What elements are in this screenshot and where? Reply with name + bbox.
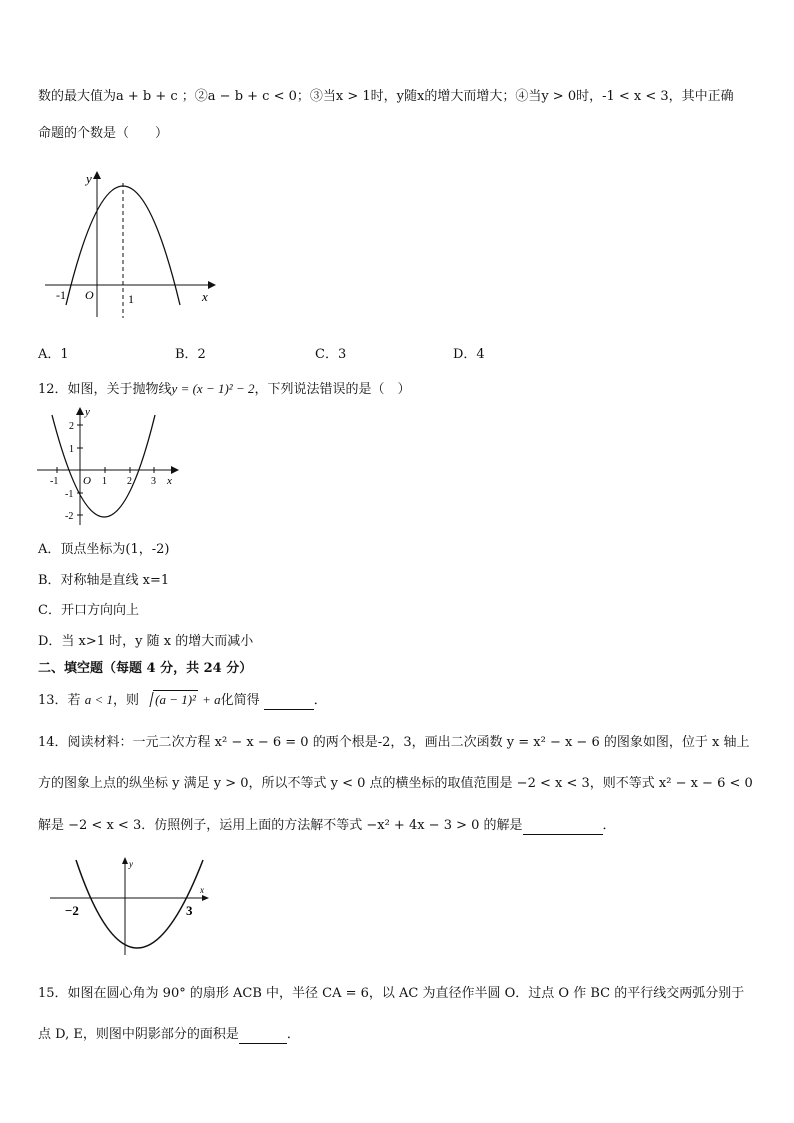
q13-end: ． [313, 693, 327, 708]
q11-x-label: x [202, 289, 208, 304]
q11-origin-label: O [85, 288, 94, 302]
q12-tick-x-neg1: -1 [50, 476, 59, 487]
q14-line-3 [38, 817, 616, 835]
q15-line-1: 15．如图在圆心角为 90° 的扇形 ACB 中，半径 CA = 6，以 AC 为直径作半圆 O．过点 O 作 BC 的平行线交两弧分别于 [38, 986, 745, 1001]
q11-option-a[interactable]: A．1 [38, 347, 69, 362]
section-2-title: 二、填空题（每题 4 分，共 24 分） [38, 661, 253, 676]
q15-answer-blank[interactable] [239, 1029, 287, 1044]
q12-tick-x-3: 3 [151, 476, 156, 487]
q13-radicand: (a − 1)² [155, 692, 196, 707]
q11-option-d[interactable]: D．4 [453, 347, 485, 362]
q14-x-label: x [200, 885, 204, 895]
q11-parabola-graph [40, 165, 225, 325]
q12-y-label: y [85, 406, 90, 418]
q12-option-a[interactable]: A．顶点坐标为(1，-2) [38, 542, 170, 557]
q11-option-c[interactable]: C．3 [315, 347, 347, 362]
q14-answer-blank[interactable] [523, 820, 603, 835]
q12-option-b[interactable]: B．对称轴是直线 x=1 [38, 573, 170, 588]
q11-option-b[interactable]: B．2 [175, 347, 206, 362]
q12-formula: y = (x − 1)² − 2 [171, 381, 255, 396]
q13-prefix: 13．若 [38, 693, 81, 708]
q15-line-2 [38, 1026, 300, 1044]
q15-end: ． [286, 1027, 300, 1042]
q11-line-1: 数的最大值为a + b + c ；②a − b + c < 0；③当x > 1时，y随x的增大而增大；④当y > 0时，-1 < x < 3，其中正确 [38, 89, 734, 104]
q12-tick-y-2: 2 [69, 421, 74, 432]
q12-parabola-graph [35, 405, 185, 530]
q11-tick-1: 1 [128, 292, 134, 306]
q11-line-2: 命题的个数是（ ） [38, 126, 169, 141]
q13-condition: a < 1 [84, 692, 113, 707]
q14-line-3-text: 解是 −2 < x < 3．仿照例子，运用上面的方法解不等式 −x² + 4x − 3 > 0 的解是 [38, 818, 523, 833]
q12-tick-y-neg2: -2 [65, 511, 74, 522]
q14-root-left: −2 [65, 903, 79, 918]
q12-origin-label: O [83, 475, 91, 487]
q13-sqrt [143, 690, 198, 710]
q14-end: ． [602, 818, 616, 833]
q12-option-c[interactable]: C．开口方向向上 [38, 603, 139, 618]
q14-line-2: 方的图象上点的纵坐标 y 满足 y > 0，所以不等式 y < 0 点的横坐标的取值范围是 −2 < x < 3，则不等式 x² − x − 6 < 0 [38, 776, 753, 791]
q12-stem-suffix: ，下列说法错误的是（ ） [254, 382, 411, 397]
q12-x-label: x [167, 475, 172, 487]
q12-tick-x-1: 1 [102, 476, 107, 487]
q15-line-2-text: 点 D, E，则图中阴影部分的面积是 [38, 1027, 239, 1042]
q12-stem [38, 380, 410, 399]
q11-y-label: y [86, 171, 92, 186]
q14-y-label: y [129, 859, 133, 869]
q14-line-1: 14．阅读材料：一元二次方程 x² − x − 6 = 0 的两个根是-2，3，画出二次函数 y = x² − x − 6 的图象如图，位于 x 轴上 [38, 735, 750, 750]
q12-tick-x-2: 2 [127, 476, 132, 487]
q13-plus-a: + a [202, 692, 221, 707]
q12-stem-prefix: 12．如图，关于抛物线 [38, 382, 172, 397]
q11-tick-neg1: -1 [56, 288, 66, 302]
q13-suffix: 化简得 [220, 693, 260, 708]
q13-answer-blank[interactable] [264, 695, 314, 710]
q14-parabola-graph [45, 855, 220, 960]
q14-root-right: 3 [186, 903, 193, 918]
q12-tick-y-1: 1 [69, 444, 74, 455]
q12-tick-y-neg1: -1 [65, 489, 74, 500]
q13 [38, 690, 327, 710]
q12-option-d[interactable]: D．当 x>1 时，y 随 x 的增大而减小 [38, 634, 254, 649]
q13-mid: ，则 [112, 693, 139, 708]
